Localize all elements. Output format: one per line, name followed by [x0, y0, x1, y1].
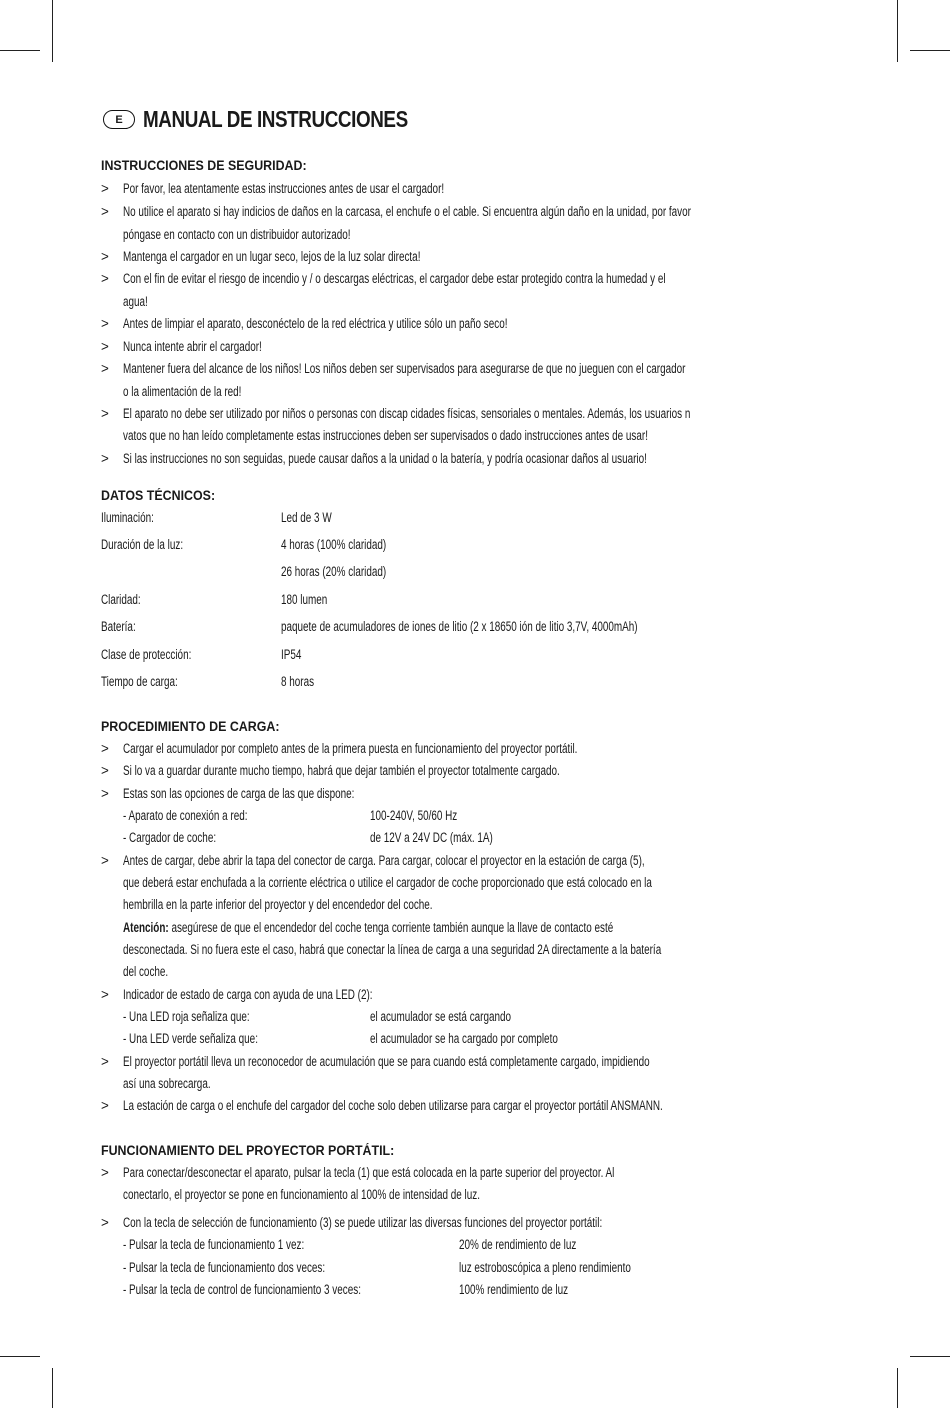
mode-value: luz estroboscópica a pleno rendimiento	[459, 1260, 631, 1275]
option-value: 100-240V, 50/60 Hz	[370, 808, 458, 823]
bullet-marker: >	[101, 763, 109, 778]
mode-value: 20% de rendimiento de luz	[459, 1237, 577, 1252]
list-item: El aparato no debe ser utilizado por niños o personas con discap cidades físicas, sensoriales o mentales. Además, los usuarios n	[123, 406, 691, 421]
crop-mark	[897, 0, 898, 62]
crop-mark	[52, 0, 53, 62]
list-item: Nunca intente abrir el cargador!	[123, 339, 262, 354]
bullet-marker: >	[101, 987, 109, 1002]
charging-section-title: PROCEDIMIENTO DE CARGA:	[101, 719, 280, 734]
spec-value: IP54	[281, 647, 302, 662]
attention-note	[123, 920, 613, 935]
list-item-cont: hembrilla en la parte inferior del proyector y del encendedor del coche.	[123, 897, 433, 912]
list-item-cont: conectarlo, el proyector se pone en funcionamiento al 100% de intensidad de luz.	[123, 1187, 480, 1202]
list-item: Antes de cargar, debe abrir la tapa del conector de carga. Para cargar, colocar el proyector en la estación de carga (5),	[123, 853, 645, 868]
list-item: No utilice el aparato si hay indicios de daños en la carcasa, el enchufe o el cable. Si encuentra algún daño en la unidad, por favor	[123, 204, 691, 219]
spec-value: 180 lumen	[281, 592, 328, 607]
attention-label: Atención:	[123, 920, 169, 935]
document-header	[103, 106, 466, 133]
mode-value: 100% rendimiento de luz	[459, 1282, 569, 1297]
spec-label: Claridad:	[101, 592, 141, 607]
list-item: Con el fin de evitar el riesgo de incendio y / o descargas eléctricas, el cargador debe estar protegido contra la humedad y el	[123, 271, 666, 286]
bullet-marker: >	[101, 249, 109, 264]
spec-label: Tiempo de carga:	[101, 674, 178, 689]
bullet-marker: >	[101, 339, 109, 354]
spec-value: Led de 3 W	[281, 510, 332, 525]
bullet-marker: >	[101, 1098, 109, 1113]
language-badge: E	[103, 110, 135, 129]
list-item: Mantenga el cargador en un lugar seco, lejos de la luz solar directa!	[123, 249, 421, 264]
list-item-cont: desconectada. Si no fuera este el caso, habrá que conectar la línea de carga a una seguridad 2A directamente a la batería	[123, 942, 662, 957]
crop-mark	[52, 1368, 53, 1408]
attention-text: asegúrese de que el encendedor del coche tenga corriente también aunque la llave de contacto esté	[168, 920, 614, 935]
list-item-cont: agua!	[123, 294, 148, 309]
option-label: - Cargador de coche:	[123, 830, 217, 845]
spec-value: paquete de acumuladores de iones de litio (2 x 18650 ión de litio 3,7V, 4000mAh)	[281, 619, 638, 634]
spec-value: 8 horas	[281, 674, 315, 689]
list-item: La estación de carga o el enchufe del cargador del coche solo deben utilizarse para cargar el proyector portátil ANSMANN.	[123, 1098, 663, 1113]
crop-mark	[910, 50, 950, 51]
list-item: Mantener fuera del alcance de los niños! Los niños deben ser supervisados para asegurarse de que no jueguen con el cargador	[123, 361, 686, 376]
list-item: Con la tecla de selección de funcionamiento (3) se puede utilizar las diversas funciones del proyector portátil:	[123, 1215, 603, 1230]
bullet-marker: >	[101, 1215, 109, 1230]
list-item: Para conectar/desconectar el aparato, pulsar la tecla (1) que está colocada en la parte superior del proyector. Al	[123, 1165, 615, 1180]
tech-section-title: DATOS TÉCNICOS:	[101, 488, 216, 503]
led-label: - Una LED verde señaliza que:	[123, 1031, 258, 1046]
list-item: Cargar el acumulador por completo antes de la primera puesta en funcionamiento del proyector portátil.	[123, 741, 578, 756]
bullet-marker: >	[101, 451, 109, 466]
crop-mark	[0, 50, 40, 51]
list-item: Si las instrucciones no son seguidas, puede causar daños a la unidad o la batería, y podría ocasionar daños al usuario!	[123, 451, 647, 466]
page-title: MANUAL DE INSTRUCCIONES	[143, 106, 408, 132]
list-item: Si lo va a guardar durante mucho tiempo, habrá que dejar también el proyector totalmente cargado.	[123, 763, 560, 778]
spec-value: 26 horas (20% claridad)	[281, 564, 387, 579]
led-label: - Una LED roja señaliza que:	[123, 1009, 250, 1024]
bullet-marker: >	[101, 316, 109, 331]
spec-label: Iluminación:	[101, 510, 154, 525]
bullet-marker: >	[101, 406, 109, 421]
bullet-marker: >	[101, 741, 109, 756]
mode-label: - Pulsar la tecla de funcionamiento 1 vez:	[123, 1237, 305, 1252]
list-item: Estas son las opciones de carga de las que dispone:	[123, 786, 355, 801]
list-item-cont: póngase en contacto con un distribuidor autorizado!	[123, 227, 351, 242]
option-value: de 12V a 24V DC (máx. 1A)	[370, 830, 493, 845]
bullet-marker: >	[101, 271, 109, 286]
mode-label: - Pulsar la tecla de funcionamiento dos veces:	[123, 1260, 326, 1275]
spec-label: Batería:	[101, 619, 136, 634]
bullet-marker: >	[101, 1054, 109, 1069]
bullet-marker: >	[101, 204, 109, 219]
crop-mark	[897, 1368, 898, 1408]
bullet-marker: >	[101, 361, 109, 376]
bullet-marker: >	[101, 181, 109, 196]
list-item: Indicador de estado de carga con ayuda de una LED (2):	[123, 987, 373, 1002]
spec-value: 4 horas (100% claridad)	[281, 537, 387, 552]
list-item-cont: vatos que no han leído completamente estas instrucciones deben ser supervisados o dado instrucciones antes de usar!	[123, 428, 648, 443]
operation-section-title: FUNCIONAMIENTO DEL PROYECTOR PORTÁTIL:	[101, 1143, 395, 1158]
spec-label: Duración de la luz:	[101, 537, 184, 552]
led-value: el acumulador se ha cargado por completo	[370, 1031, 558, 1046]
list-item: Antes de limpiar el aparato, desconéctelo de la red eléctrica y utilice sólo un paño seco!	[123, 316, 508, 331]
list-item-cont: o la alimentación de la red!	[123, 384, 242, 399]
mode-label: - Pulsar la tecla de control de funcionamiento 3 veces:	[123, 1282, 361, 1297]
list-item-cont: del coche.	[123, 964, 169, 979]
crop-mark	[910, 1356, 950, 1357]
option-label: - Aparato de conexión a red:	[123, 808, 248, 823]
bullet-marker: >	[101, 786, 109, 801]
bullet-marker: >	[101, 853, 109, 868]
bullet-marker: >	[101, 1165, 109, 1180]
led-value: el acumulador se está cargando	[370, 1009, 512, 1024]
list-item-cont: así una sobrecarga.	[123, 1076, 211, 1091]
list-item: Por favor, lea atentamente estas instrucciones antes de usar el cargador!	[123, 181, 445, 196]
crop-mark	[0, 1356, 40, 1357]
list-item: El proyector portátil lleva un reconocedor de acumulación que se para cuando está completamente cargado, impidiendo	[123, 1054, 650, 1069]
safety-section-title: INSTRUCCIONES DE SEGURIDAD:	[101, 158, 307, 173]
list-item-cont: que deberá estar enchufada a la corriente eléctrica o utilice el cargador de coche proporcionado que está colocado en la	[123, 875, 652, 890]
spec-label: Clase de protección:	[101, 647, 192, 662]
